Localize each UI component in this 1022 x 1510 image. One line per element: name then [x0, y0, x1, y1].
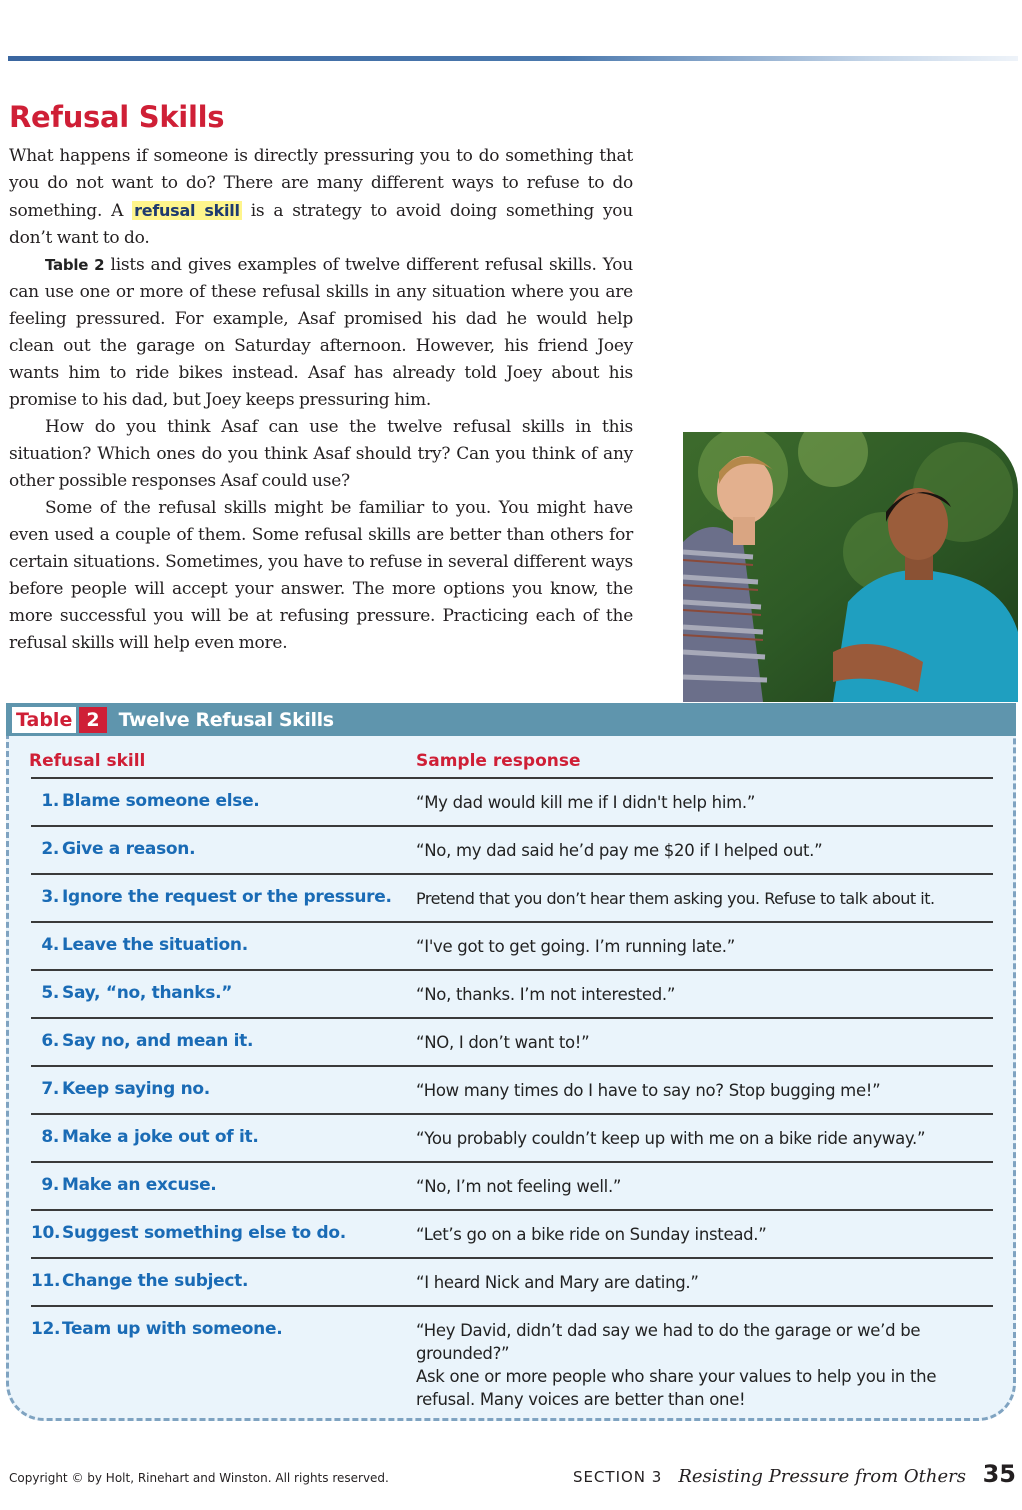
skill-cell: [31, 1127, 401, 1147]
skill-number: 8.: [41, 1127, 59, 1147]
skill-cell: [31, 887, 401, 907]
skill-name: Team up with someone.: [62, 1319, 283, 1339]
paragraph-3: How do you think Asaf can use the twelve refusal skills in this situation? Which ones do you think Asaf should try? Can you think of any other possible responses Asaf could use?: [9, 417, 633, 491]
table-row: [31, 1115, 993, 1163]
skill-name: Say no, and mean it.: [62, 1031, 254, 1051]
skill-number: 5.: [41, 983, 59, 1003]
skill-name: Blame someone else.: [62, 791, 260, 811]
response-cell: [416, 1319, 996, 1411]
skill-number: 11.: [31, 1271, 61, 1291]
column-header-skill: Refusal skill: [29, 751, 146, 771]
skill-number: 9.: [41, 1175, 59, 1195]
skill-number: 2.: [41, 839, 59, 859]
skill-name: Say, “no, thanks.”: [62, 983, 233, 1003]
response-cell: “How many times do I have to say no? Stop bugging me!”: [416, 1081, 881, 1100]
skill-name: Leave the situation.: [62, 935, 248, 955]
p2-text: lists and gives examples of twelve different refusal skills. You can use one or more of these refusal skills in any situation where you are feeling pressured. For example, Asaf promised his dad he would help clean out the garage on Saturday afternoon. However, his friend Joey wants him to ride bikes instead. Asaf has already told Joey about his promise to his dad, but Joey keeps pressuring him.: [9, 255, 633, 410]
skill-number: 6.: [41, 1031, 59, 1051]
table-row: [31, 1259, 993, 1307]
response-cell: “You probably couldn’t keep up with me on a bike ride anyway.”: [416, 1129, 926, 1148]
skill-number: 12.: [31, 1319, 61, 1339]
table-row: [31, 875, 993, 923]
skill-name: Keep saying no.: [62, 1079, 210, 1099]
table-header-bar: [6, 703, 1016, 736]
table-number: 2: [79, 707, 106, 733]
skill-number: 1.: [41, 791, 59, 811]
skill-cell: [31, 839, 401, 859]
skill-number: 3.: [41, 887, 59, 907]
running-footer: [573, 1466, 966, 1487]
table-row: [31, 923, 993, 971]
copyright-notice: Copyright © by Holt, Rinehart and Winston. All rights reserved.: [9, 1471, 389, 1485]
table-row: [31, 1163, 993, 1211]
table-row: [31, 779, 993, 827]
p1-text-before: What happens if someone is directly pressuring you to do something that you do not want to do? There are many different ways to refuse to do something. A: [9, 146, 633, 221]
page-number: 35: [982, 1460, 1016, 1488]
table-row: [31, 827, 993, 875]
skill-number: 4.: [41, 935, 59, 955]
skill-name: Make a joke out of it.: [62, 1127, 259, 1147]
skill-cell: [31, 1223, 401, 1243]
table-row: [31, 1307, 993, 1423]
response-cell: Pretend that you don’t hear them asking you. Refuse to talk about it.: [416, 889, 935, 908]
response-cell: “My dad would kill me if I didn't help him.”: [416, 793, 756, 812]
skill-cell: [31, 1079, 401, 1099]
skill-name: Ignore the request or the pressure.: [62, 887, 392, 907]
top-rule: [8, 56, 1018, 61]
response-cell: “No, my dad said he’d pay me $20 if I helped out.”: [416, 841, 823, 860]
two-boys-talking-photo: [683, 432, 1018, 702]
response-cell: “NO, I don’t want to!”: [416, 1033, 590, 1052]
skill-cell: [31, 935, 401, 955]
table-row: [31, 971, 993, 1019]
skill-cell: [31, 983, 401, 1003]
paragraph-1: [9, 143, 633, 252]
skill-cell: [31, 791, 401, 811]
response-cell: “Let’s go on a bike ride on Sunday instead.”: [416, 1225, 767, 1244]
response-cell: “No, thanks. I’m not interested.”: [416, 985, 676, 1004]
response-note: Ask one or more people who share your values to help you in the refusal. Many voices are better than one!: [416, 1367, 937, 1409]
skill-cell: [31, 1271, 401, 1291]
response-cell: “No, I’m not feeling well.”: [416, 1177, 622, 1196]
table-row: [31, 1211, 993, 1259]
skill-number: 7.: [41, 1079, 59, 1099]
skill-name: Make an excuse.: [62, 1175, 217, 1195]
table-reference: Table 2: [45, 256, 105, 274]
table-title: Twelve Refusal Skills: [118, 708, 334, 731]
skill-cell: [31, 1031, 401, 1051]
skill-number: 10.: [31, 1223, 61, 1243]
section-heading: Refusal Skills: [9, 100, 225, 134]
p1-text-after: is a strategy to avoid doing something you don’t want to do.: [9, 201, 633, 248]
paragraph-4: Some of the refusal skills might be familiar to you. You might have even used a couple of them. Some refusal skills are better than others for certain situations. Sometimes, you have to refuse in several different ways before people will accept your answer. The more options you know, the more successful you will be at refusing pressure. Practicing each of the refusal skills will help even more.: [9, 498, 633, 653]
response-cell: “I've got to get going. I’m running late.”: [416, 937, 735, 956]
skill-name: Change the subject.: [62, 1271, 249, 1291]
body-text: [9, 143, 633, 657]
section-title: Resisting Pressure from Others: [678, 1466, 966, 1487]
refusal-skills-table: [31, 777, 993, 1423]
response-cell: “I heard Nick and Mary are dating.”: [416, 1273, 699, 1292]
column-header-response: Sample response: [416, 751, 581, 771]
response-quote: “Hey David, didn’t dad say we had to do the garage or we’d be grounded?”: [416, 1321, 921, 1363]
skill-cell: [31, 1175, 401, 1195]
table-label: Table: [12, 707, 76, 733]
skill-name: Suggest something else to do.: [62, 1223, 346, 1243]
paragraph-2: [9, 252, 633, 414]
skill-name: Give a reason.: [62, 839, 196, 859]
table-row: [31, 1019, 993, 1067]
table-row: [31, 1067, 993, 1115]
skill-cell: [31, 1319, 401, 1339]
section-label: SECTION 3: [572, 1468, 663, 1486]
key-term-highlight: refusal skill: [134, 201, 240, 220]
